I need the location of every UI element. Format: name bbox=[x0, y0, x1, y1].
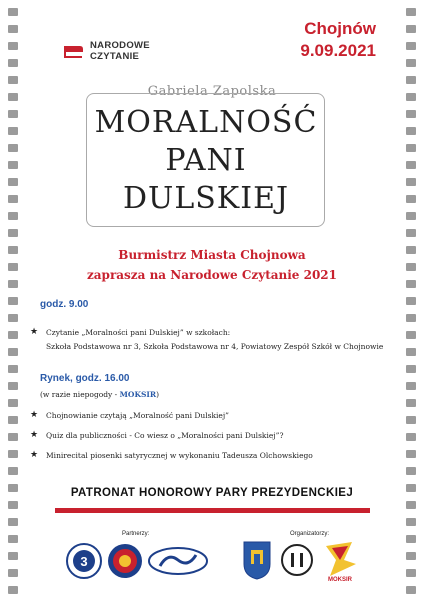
partners-label: Partnerzy: bbox=[122, 531, 150, 537]
film-hole bbox=[8, 331, 18, 339]
red-divider bbox=[55, 508, 370, 513]
film-hole bbox=[8, 569, 18, 577]
star-icon: ★ bbox=[30, 327, 39, 337]
title-line1: MORALNOŚĆ bbox=[94, 105, 318, 140]
film-hole bbox=[8, 433, 18, 441]
film-hole bbox=[8, 59, 18, 67]
film-hole bbox=[406, 314, 416, 322]
film-hole bbox=[406, 195, 416, 203]
title-line3: DULSKIEJ bbox=[123, 181, 289, 216]
weather-venue: MOKSIR bbox=[119, 390, 157, 399]
film-hole bbox=[406, 552, 416, 560]
organizers-label: Organizatorzy: bbox=[290, 531, 330, 537]
film-hole bbox=[406, 399, 416, 407]
film-hole bbox=[406, 535, 416, 543]
title-line2: PANI bbox=[165, 143, 247, 178]
logo-text bbox=[90, 40, 150, 62]
film-hole bbox=[406, 212, 416, 220]
book-icon bbox=[62, 42, 84, 60]
school-4-logo bbox=[107, 543, 143, 579]
weather-prefix: (w razie niepogody - bbox=[40, 390, 120, 399]
film-hole bbox=[406, 348, 416, 356]
afternoon-item-text: Chojnowianie czytają „Moralność pani Dulskiej” bbox=[46, 411, 229, 420]
film-hole bbox=[8, 195, 18, 203]
film-hole bbox=[406, 433, 416, 441]
film-hole bbox=[8, 535, 18, 543]
event-city: Chojnów bbox=[304, 19, 376, 38]
film-hole bbox=[8, 110, 18, 118]
film-hole bbox=[406, 297, 416, 305]
star-icon: ★ bbox=[30, 450, 39, 460]
film-hole bbox=[8, 178, 18, 186]
film-hole bbox=[406, 416, 416, 424]
film-hole bbox=[406, 59, 416, 67]
weather-note bbox=[40, 390, 159, 399]
film-hole bbox=[8, 25, 18, 33]
weather-suffix: ) bbox=[156, 390, 160, 399]
invitation-line1: Burmistrz Miasta Chojnowa bbox=[118, 248, 306, 262]
film-hole bbox=[406, 127, 416, 135]
film-hole bbox=[8, 297, 18, 305]
city-hall-logo bbox=[280, 543, 314, 577]
film-hole bbox=[8, 365, 18, 373]
logo-line2: CZYTANIE bbox=[90, 51, 140, 62]
film-hole bbox=[406, 569, 416, 577]
afternoon-item bbox=[30, 430, 283, 441]
invitation-line2: zaprasza na Narodowe Czytanie 2021 bbox=[86, 268, 338, 282]
author-name: Gabriela Zapolska bbox=[147, 84, 277, 99]
chojnow-coat-of-arms bbox=[242, 540, 272, 580]
film-hole bbox=[8, 8, 18, 16]
film-hole bbox=[406, 144, 416, 152]
film-hole bbox=[8, 42, 18, 50]
film-hole bbox=[406, 586, 416, 594]
film-hole bbox=[406, 8, 416, 16]
moksir-logo bbox=[322, 540, 358, 582]
book-title bbox=[86, 104, 326, 218]
afternoon-item-text: Minirecital piosenki satyrycznej w wykonaniu Tadeusza Olchowskiego bbox=[46, 451, 313, 460]
film-hole bbox=[8, 552, 18, 560]
morning-time: godz. 9.00 bbox=[40, 299, 89, 310]
invitation bbox=[0, 245, 424, 285]
film-hole bbox=[8, 382, 18, 390]
film-hole bbox=[8, 501, 18, 509]
film-hole bbox=[406, 229, 416, 237]
afternoon-item-text: Quiz dla publiczności - Co wiesz o „Moralności pani Dulskiej”? bbox=[46, 431, 284, 440]
afternoon-item bbox=[30, 450, 313, 461]
film-hole bbox=[8, 467, 18, 475]
film-hole bbox=[8, 76, 18, 84]
narodowe-czytanie-logo bbox=[62, 40, 150, 62]
star-icon: ★ bbox=[30, 430, 39, 440]
pzs-logo bbox=[148, 546, 208, 576]
morning-item bbox=[30, 327, 383, 352]
school-3-logo bbox=[66, 543, 102, 579]
film-hole bbox=[8, 450, 18, 458]
film-hole bbox=[8, 212, 18, 220]
afternoon-item bbox=[30, 410, 229, 421]
film-hole bbox=[406, 161, 416, 169]
logo-line1: NARODOWE bbox=[90, 40, 150, 51]
film-hole bbox=[8, 127, 18, 135]
event-place-date bbox=[300, 18, 376, 62]
film-hole bbox=[8, 314, 18, 322]
film-hole bbox=[8, 518, 18, 526]
morning-item-line2: Szkoła Podstawowa nr 3, Szkoła Podstawowa nr 4, Powiatowy Zespół Szkół w Chojnowie bbox=[46, 342, 384, 351]
film-hole bbox=[8, 144, 18, 152]
star-icon: ★ bbox=[30, 410, 39, 420]
film-hole bbox=[406, 501, 416, 509]
patronage-heading: PATRONAT HONOROWY PARY PREZYDENCKIEJ bbox=[70, 487, 354, 499]
film-hole bbox=[8, 229, 18, 237]
film-hole bbox=[406, 382, 416, 390]
afternoon-location-time: Rynek, godz. 16.00 bbox=[40, 373, 130, 384]
film-hole bbox=[406, 450, 416, 458]
morning-item-text bbox=[46, 327, 383, 352]
film-hole bbox=[406, 76, 416, 84]
film-hole bbox=[8, 399, 18, 407]
film-hole bbox=[8, 586, 18, 594]
film-hole bbox=[406, 178, 416, 186]
film-hole bbox=[8, 416, 18, 424]
svg-text:3: 3 bbox=[80, 554, 88, 569]
film-hole bbox=[406, 110, 416, 118]
film-hole bbox=[406, 331, 416, 339]
film-hole bbox=[406, 365, 416, 373]
film-hole bbox=[406, 518, 416, 526]
film-hole bbox=[406, 25, 416, 33]
morning-item-line1: Czytanie „Moralności pani Dulskiej” w szkołach: bbox=[46, 328, 231, 337]
film-hole bbox=[406, 467, 416, 475]
event-date: 9.09.2021 bbox=[300, 41, 376, 60]
film-hole bbox=[406, 42, 416, 50]
film-hole bbox=[8, 161, 18, 169]
film-hole bbox=[8, 348, 18, 356]
moksir-logo-text: MOKSIR bbox=[328, 577, 352, 582]
